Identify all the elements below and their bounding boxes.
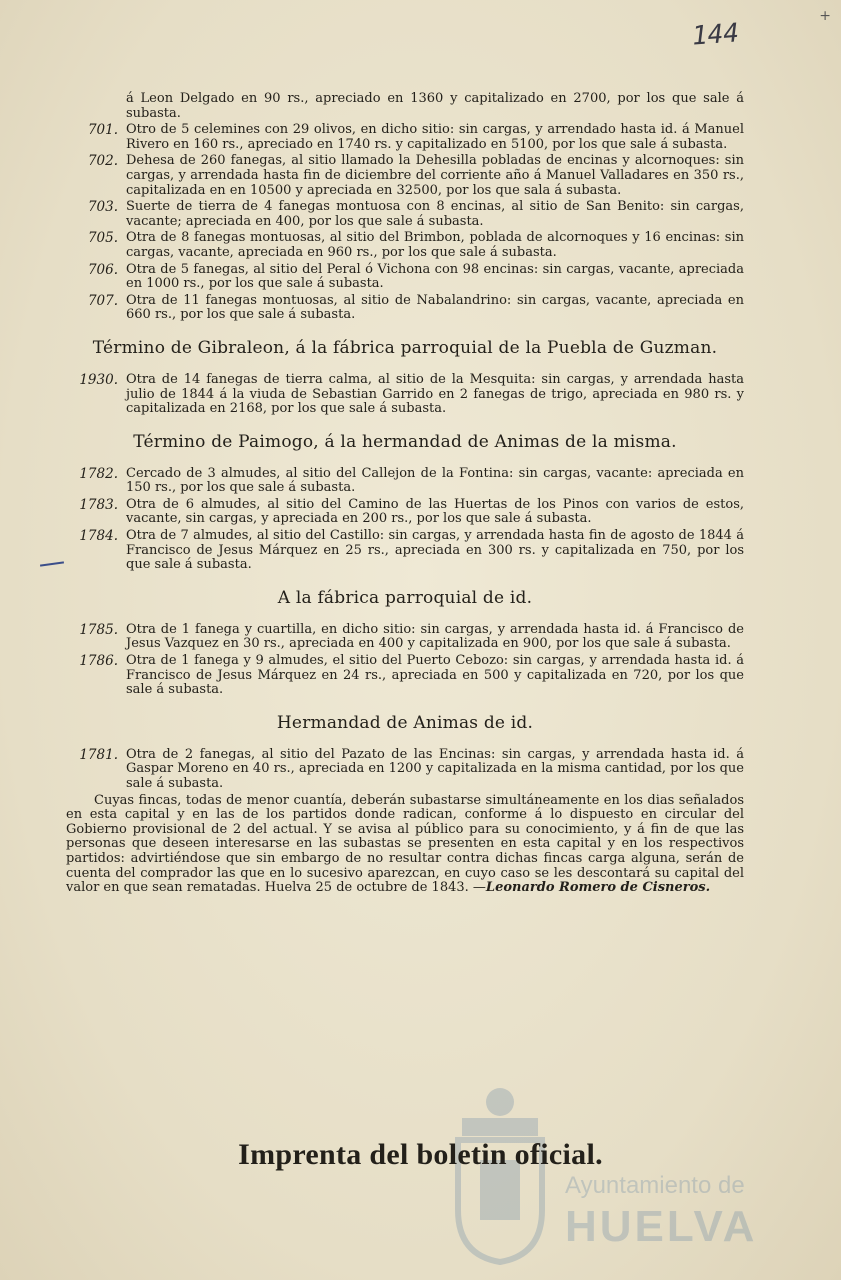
list-item [66,294,744,323]
entry-text: Otra de 7 almudes, al sitio del Castillo: sin cargas, y arrendada hasta fin de agosto de 1844 á Francisco de Jesus Márquez en 25 rs., apreciada en 300 rs. y capitalizada en 750, por los que sale á subasta. [126,528,744,573]
section-entries-1 [66,123,744,323]
entry-text: Otra de 2 fanegas, al sitio del Pazato de las Encinas: sin cargas, y arrendada hasta id. á Gaspar Moreno en 40 rs., apreciada en 1200 y capitalizada en la misma cantidad, por los que sale á subasta. [126,746,744,791]
list-item [66,154,744,198]
entry-text: Dehesa de 260 fanegas, al sitio llamado la Dehesilla pobladas de encinas y alcornoques: sin cargas, y arrendada hasta fin de diciembre del corriente año á Manuel Valladares en 350 rs., capitalizada en en 10500 y apreciada en 32500, por los que sala á subasta. [126,153,744,198]
closing-text: Cuyas fincas, todas de menor cuantía, deberán subastarse simultáneamente en los dias señalados en esta capital y en las de los partidos donde radican, conforme á lo dispuesto en circular del Gobierno provisional de 2 del actual. Y se avisa al público para su conocimiento, y á fin de que las personas que deseen interesarse en las subastas se presenten en esta capital y en los respectivos partidos: advirtiéndose que sin embargo de no resultar contra dichas fincas carga alguna, serán de cuenta del comprador las que en lo sucesivo aparezcan, en cuyo caso se les descontará su capital del valor en que sean rematadas. Huelva 25 de octubre de 1843. [66,792,744,896]
folio-number: 144 [691,18,740,52]
entry-number: 1781. [79,746,118,763]
entry-number: 1782. [79,465,118,482]
list-item [66,123,744,152]
signature: Leonardo Romero de Cisneros. [485,880,711,896]
section-heading-gibraleon: Término de Gibraleon, á la fábrica parroquial de la Puebla de Guzman. [92,337,718,358]
closing-paragraph: Cuyas fincas, todas de menor cuantía, deberán subastarse simultáneamente en los dias señalados en esta capital y en las de los partidos donde radican, conforme á lo dispuesto en circular del Gobierno provisional de 2 del actual. Y se avisa al público para su conocimiento, y á fin de que las personas que deseen interesarse en las subastas se presenten en esta capital y en los respectivos partidos: advirtiéndose que sin embargo de no resultar contra dichas fincas carga alguna, serán de cuenta del comprador las que en lo sucesivo aparezcan, en cuyo caso se les descontará su capital del valor en que sean rematadas. Huelva 25 de octubre de 1843. —Leonardo Romero de Cisneros. [66,792,744,896]
list-item [66,373,744,417]
entry-number: 703. [87,199,118,216]
lead-entry [66,92,744,121]
list-item [66,623,744,652]
entry-number: 1785. [79,621,118,638]
entry-number: 707. [87,292,118,309]
list-item [66,529,744,573]
entry-number: 1930. [79,371,118,388]
section-entries-4 [66,623,744,698]
watermark-line1: Ayuntamiento de [565,1172,745,1199]
entry-text: Otra de 5 fanegas, al sitio del Peral ó Vichona con 98 encinas: sin cargas, vacante, apreciada en 1000 rs., por los que sale á subasta. [126,261,744,292]
watermark [430,1080,770,1270]
list-item [66,498,744,527]
watermark-line2: HUELVA [565,1202,758,1251]
list-item [66,263,744,292]
margin-pen-mark [40,561,64,566]
section-heading-hermandad: Hermandad de Animas de id. [276,712,534,733]
entry-text: Otra de 11 fanegas montuosas, al sitio de Nabalandrino: sin cargas, vacante, apreciada en 660 rs., por los que sale á subasta. [126,292,744,323]
entry-text: Suerte de tierra de 4 fanegas montuosa con 8 encinas, al sitio de San Benito: sin cargas, vacante; apreciada en 400, por los que sale á subasta. [126,199,744,229]
imprint-footer: Imprenta del boletin oficial. [238,1138,603,1171]
entry-text: Otra de 8 fanegas montuosas, al sitio del Brimbon, poblada de alcornoques y 16 encinas: sin cargas, vacante, apreciada en 960 rs., por los que sale á subasta. [126,230,744,260]
section-entries-5 [66,748,744,792]
coat-of-arms-icon [440,1080,560,1265]
section-entries-3 [66,467,744,573]
list-item [66,467,744,496]
list-item [66,200,744,229]
list-item [66,748,744,792]
entry-text: Otra de 1 fanega y cuartilla, en dicho sitio: sin cargas, y arrendada hasta id. á Francisco de Jesus Vazquez en 30 rs., apreciada en 400 y capitalizada en 900, por los que sale á subasta. [126,621,744,652]
entry-text: Cercado de 3 almudes, al sitio del Callejon de la Fontina: sin cargas, vacante: apreciada en 150 rs., por los que sale á subasta. [126,465,744,496]
entry-number: 1783. [79,496,118,513]
entry-text: Otra de 1 fanega y 9 almudes, el sitio del Puerto Cebozo: sin cargas, y arrendada hasta id. á Francisco de Jesus Márquez en 24 rs., apreciada en 500 y capitalizada en 720, por los que sale á subasta. [126,653,744,698]
entry-text: Otra de 6 almudes, al sitio del Camino de las Huertas de los Pinos con varios de estos, vacante, sin cargas, y apreciada en 200 rs., por los que sale á subasta. [126,496,744,527]
entry-number: 1784. [79,528,118,545]
entry-number: 702. [87,153,118,170]
corner-mark: + [819,8,831,24]
entry-number: 1786. [79,653,118,670]
section-heading-paimogo: Término de Paimogo, á la hermandad de Animas de la misma. [133,431,677,452]
entry-number: 701. [87,122,118,139]
list-item [66,654,744,698]
entry-number: 706. [87,261,118,278]
entry-text: Otra de 14 fanegas de tierra calma, al sitio de la Mesquita: sin cargas, y arrendada hasta julio de 1844 á la viuda de Sebastian Garrido en 2 fanegas de trigo, apreciada en 980 rs. y capitalizada en 2168, por los que sale á subasta. [126,371,744,417]
section-entries-2 [66,373,744,417]
lead-text: á Leon Delgado en 90 rs., apreciado en 1360 y capitalizado en 2700, por los que sale á subasta. [126,91,744,121]
entry-text: Otro de 5 celemines con 29 olivos, en dicho sitio: sin cargas, y arrendado hasta id. á Manuel Rivero en 160 rs., apreciado en 1740 rs. y capitalizado en 5100, por los que sale á subasta. [126,122,744,152]
entry-number: 705. [87,230,118,247]
document-body [66,92,744,896]
list-item [66,231,744,260]
section-heading-fabrica: A la fábrica parroquial de id. [277,587,533,608]
